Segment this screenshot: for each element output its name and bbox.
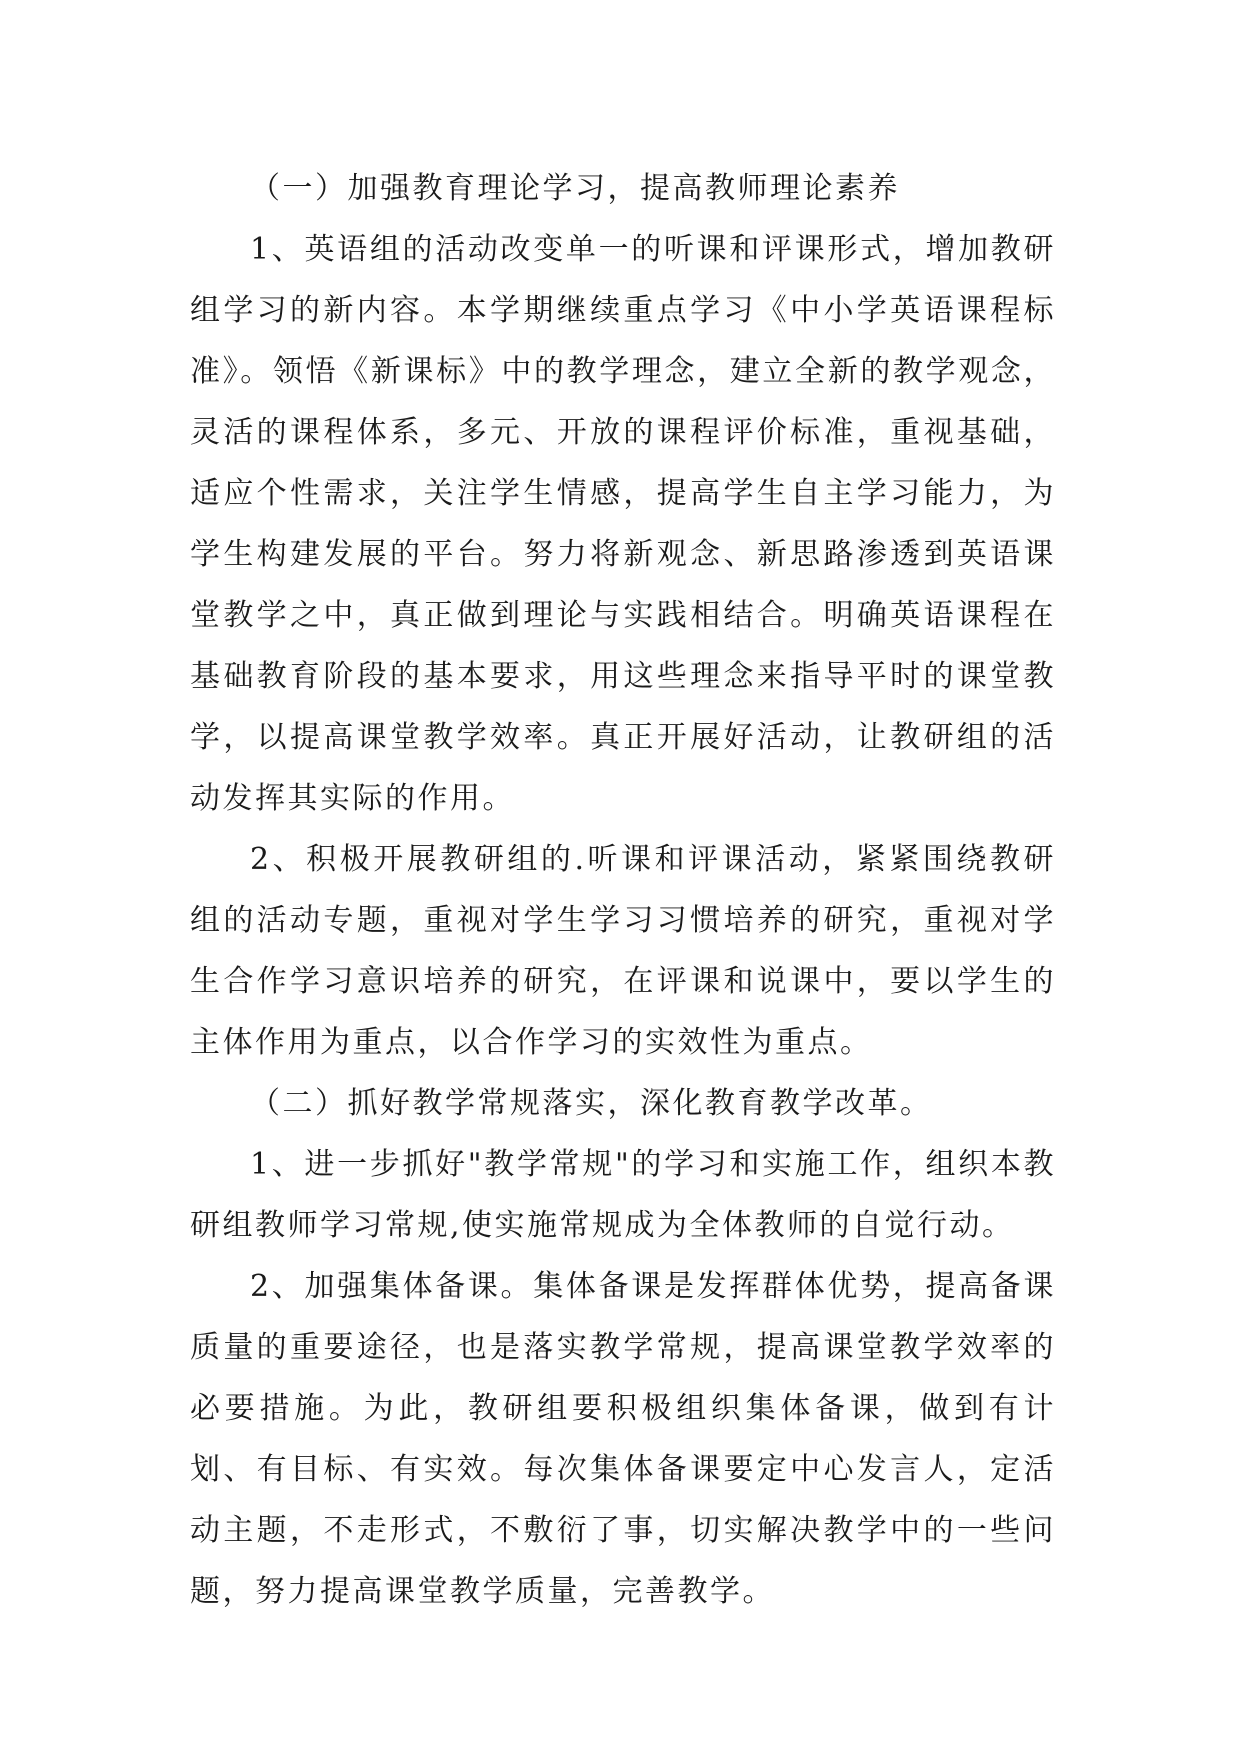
paragraph-1-1: 1、英语组的活动改变单一的听课和评课形式，增加教研组学习的新内容。本学期继续重点学习《中小学英语课程标准》。领悟《新课标》中的教学理念，建立全新的教学观念，灵活的课程体系，多元、开放的课程评价标准，重视基础，适应个性需求，关注学生情感，提高学生自主学习能力，为学生构建发展的平台。努力将新观念、新思路渗透到英语课堂教学之中，真正做到理论与实践相结合。明确英语课程在基础教育阶段的基本要求，用这些理念来指导平时的课堂教学，以提高课堂教学效率。真正开展好活动，让教研组的活动发挥其实际的作用。 [190, 232, 1056, 816]
paragraph-1-2: 2、积极开展教研组的.听课和评课活动，紧紧围绕教研组的活动专题，重视对学生学习习惯培养的研究，重视对学生合作学习意识培养的研究，在评课和说课中，要以学生的主体作用为重点，以合作学习的实效性为重点。 [190, 842, 1056, 1060]
paragraph-2-2: 2、加强集体备课。集体备课是发挥群体优势，提高备课质量的重要途径，也是落实教学常规，提高课堂教学效率的必要措施。为此，教研组要积极组织集体备课，做到有计划、有目标、有实效。每次集体备课要定中心发言人，定活动主题，不走形式，不敷衍了事，切实解决教学中的一些问题，努力提高课堂教学质量，完善教学。 [190, 1269, 1056, 1609]
document-page [190, 158, 1056, 1622]
paragraph-2-1: 1、进一步抓好"教学常规"的学习和实施工作，组织本教研组教师学习常规,使实施常规成为全体教师的自觉行动。 [190, 1147, 1056, 1243]
section-heading-1: （一）加强教育理论学习，提高教师理论素养 [250, 171, 900, 206]
section-heading-2: （二）抓好教学常规落实，深化教育教学改革。 [250, 1086, 933, 1121]
